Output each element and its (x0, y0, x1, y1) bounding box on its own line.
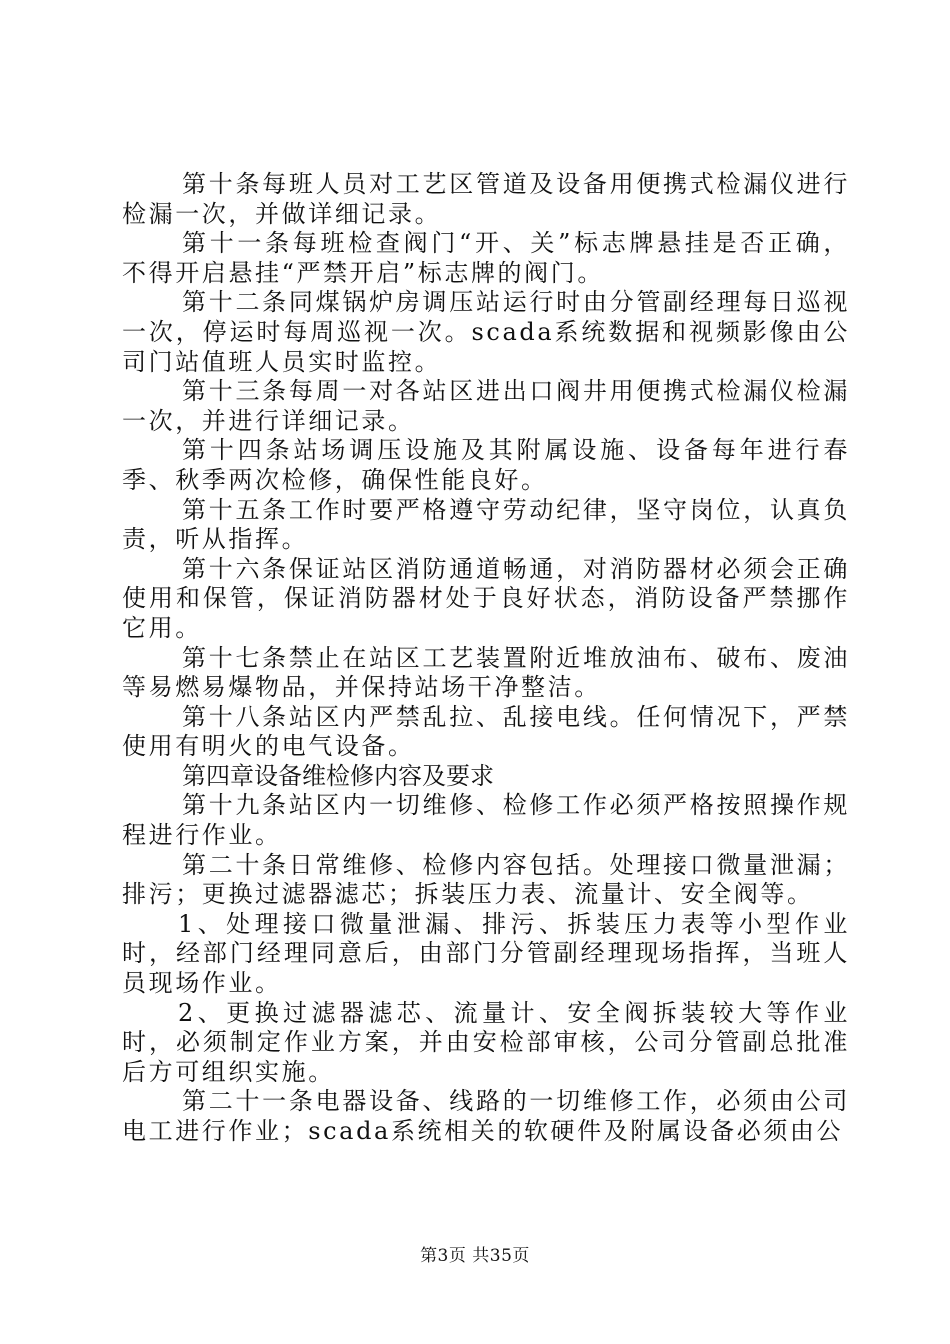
paragraph-article-14: 第十四条站场调压设施及其附属设施、设备每年进行春季、秋季两次检修，确保性能良好。 (122, 436, 850, 494)
paragraph-article-18: 第十八条站区内严禁乱拉、乱接电线。任何情况下，严禁使用有明火的电气设备。 (122, 702, 850, 761)
paragraph-article-19: 第十九条站区内一切维修、检修工作必须严格按照操作规程进行作业。 (122, 791, 850, 850)
paragraph-article-17: 第十七条禁止在站区工艺装置附近堆放油布、破布、废油等易燃易爆物品，并保持站场干净整洁。 (122, 643, 850, 702)
paragraph-article-11: 第十一条每班检查阀门“开、关”标志牌悬挂是否正确，不得开启悬挂“严禁开启”标志牌的阀门。 (122, 229, 850, 287)
paragraph-article-16: 第十六条保证站区消防通道畅通，对消防器材必须会正确使用和保管，保证消防器材处于良好状态，消防设备严禁挪作它用。 (122, 554, 850, 642)
paragraph-article-21: 第二十一条电器设备、线路的一切维修工作，必须由公司电工进行作业；scada系统相关的软硬件及附属设备必须由公 (122, 1087, 850, 1145)
paragraph-article-12: 第十二条同煤锅炉房调压站运行时由分管副经理每日巡视一次，停运时每周巡视一次。scada系统数据和视频影像由公司门站值班人员实时监控。 (122, 288, 850, 376)
paragraph-article-15: 第十五条工作时要严格遵守劳动纪律，坚守岗位，认真负责，听从指挥。 (122, 495, 850, 554)
document-body (122, 170, 850, 1147)
chapter-heading: 第四章设备维检修内容及要求 (182, 761, 494, 790)
list-item-2: 2、更换过滤器滤芯、流量计、安全阀拆装较大等作业时，必须制定作业方案，并由安检部审核，公司分管副总批准后方可组织实施。 (122, 998, 850, 1086)
paragraph-article-20: 第二十条日常维修、检修内容包括。处理接口微量泄漏；排污；更换过滤器滤芯；拆装压力表、流量计、安全阀等。 (122, 850, 850, 909)
page-number-footer: 第3页 共35页 (420, 1246, 530, 1266)
list-item-1: 1、处理接口微量泄漏、排污、拆装压力表等小型作业时，经部门经理同意后，由部门分管副经理现场指挥，当班人员现场作业。 (122, 909, 850, 998)
paragraph-article-13: 第十三条每周一对各站区进出口阀井用便携式检漏仪检漏一次，并进行详细记录。 (122, 377, 850, 435)
paragraph-article-10: 第十条每班人员对工艺区管道及设备用便携式检漏仪进行检漏一次，并做详细记录。 (122, 170, 850, 228)
